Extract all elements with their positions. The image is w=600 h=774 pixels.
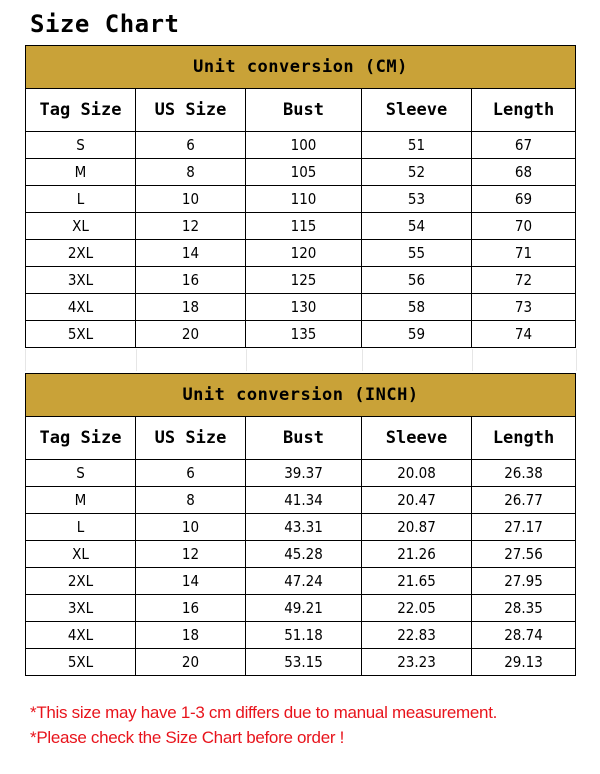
- table-row: [26, 460, 576, 487]
- table-row: [26, 595, 576, 622]
- size-table-cm: [25, 45, 576, 348]
- table-cell: 52: [362, 159, 472, 186]
- table-cell: 3XL: [26, 595, 136, 622]
- table-cell: 74: [472, 321, 576, 348]
- column-header-bust: Bust: [246, 417, 362, 460]
- table-cell: 54: [362, 213, 472, 240]
- table-cell: L: [26, 186, 136, 213]
- table-cell: 53: [362, 186, 472, 213]
- column-header-tag-size: Tag Size: [26, 89, 136, 132]
- table-row: [26, 132, 576, 159]
- table-row: [26, 622, 576, 649]
- table-cell: 100: [246, 132, 362, 159]
- table-cell: 51.18: [246, 622, 362, 649]
- note-measurement: *This size may have 1-3 cm differs due to manual measurement.: [30, 703, 498, 722]
- table-cell: 130: [246, 294, 362, 321]
- table-cell: 39.37: [246, 460, 362, 487]
- table-cell: XL: [26, 541, 136, 568]
- column-header-us-size: US Size: [136, 417, 246, 460]
- table-cell: 47.24: [246, 568, 362, 595]
- table-cell: 55: [362, 240, 472, 267]
- table-cell: 27.56: [472, 541, 576, 568]
- table-cell: 4XL: [26, 622, 136, 649]
- table-row: [26, 267, 576, 294]
- table-cell: 12: [136, 213, 246, 240]
- table-cell: 16: [136, 267, 246, 294]
- table-cell: 8: [136, 487, 246, 514]
- table-cell: 120: [246, 240, 362, 267]
- column-header-sleeve: Sleeve: [362, 89, 472, 132]
- table-row: [26, 213, 576, 240]
- table-cell: 10: [136, 514, 246, 541]
- table-cell: 20.08: [362, 460, 472, 487]
- table-cell: 110: [246, 186, 362, 213]
- table-row: [26, 541, 576, 568]
- table-cell: 18: [136, 622, 246, 649]
- table-cell: 29.13: [472, 649, 576, 676]
- table-cell: 27.17: [472, 514, 576, 541]
- table-cell: 26.38: [472, 460, 576, 487]
- table-cell: 43.31: [246, 514, 362, 541]
- table-cell: 27.95: [472, 568, 576, 595]
- table-cell: 14: [136, 240, 246, 267]
- table-cell: 6: [136, 460, 246, 487]
- column-header-length: Length: [472, 89, 576, 132]
- column-header-sleeve: Sleeve: [362, 417, 472, 460]
- table-cell: 5XL: [26, 321, 136, 348]
- table-row: [26, 159, 576, 186]
- note-check-chart: *Please check the Size Chart before order !: [30, 728, 345, 747]
- header-row: [26, 417, 576, 460]
- table-heading: Unit conversion (INCH): [26, 374, 576, 417]
- table-cell: 69: [472, 186, 576, 213]
- header-row: [26, 89, 576, 132]
- table-cell: S: [26, 132, 136, 159]
- notes: [30, 700, 497, 750]
- table-cell: 67: [472, 132, 576, 159]
- table-cell: 28.74: [472, 622, 576, 649]
- table-cell: 53.15: [246, 649, 362, 676]
- table-cell: 10: [136, 186, 246, 213]
- column-header-length: Length: [472, 417, 576, 460]
- table-cell: S: [26, 460, 136, 487]
- table-cell: M: [26, 487, 136, 514]
- table-cell: 135: [246, 321, 362, 348]
- table-row: [26, 186, 576, 213]
- table-cell: M: [26, 159, 136, 186]
- table-cell: 21.65: [362, 568, 472, 595]
- table-gap: [25, 349, 577, 371]
- table-cell: 12: [136, 541, 246, 568]
- table-cell: 41.34: [246, 487, 362, 514]
- table-cell: 2XL: [26, 240, 136, 267]
- table-row: [26, 321, 576, 348]
- table-cell: L: [26, 514, 136, 541]
- table-cell: 3XL: [26, 267, 136, 294]
- table-cell: 26.77: [472, 487, 576, 514]
- table-row: [26, 568, 576, 595]
- column-header-bust: Bust: [246, 89, 362, 132]
- table-row: [26, 649, 576, 676]
- table-cell: 18: [136, 294, 246, 321]
- table-heading: Unit conversion (CM): [26, 46, 576, 89]
- table-row: [26, 294, 576, 321]
- table-cell: 5XL: [26, 649, 136, 676]
- table-cell: 71: [472, 240, 576, 267]
- page-title: Size Chart: [30, 10, 180, 38]
- table-cell: 21.26: [362, 541, 472, 568]
- table-cell: 49.21: [246, 595, 362, 622]
- table-cell: 20.87: [362, 514, 472, 541]
- table-cell: 22.05: [362, 595, 472, 622]
- table-cell: 115: [246, 213, 362, 240]
- table-cell: 58: [362, 294, 472, 321]
- table-cell: 73: [472, 294, 576, 321]
- table-cell: 28.35: [472, 595, 576, 622]
- table-cell: 56: [362, 267, 472, 294]
- table-cell: 22.83: [362, 622, 472, 649]
- table-cell: 4XL: [26, 294, 136, 321]
- table-cell: 14: [136, 568, 246, 595]
- table-cell: 68: [472, 159, 576, 186]
- table-cell: 23.23: [362, 649, 472, 676]
- table-cell: 125: [246, 267, 362, 294]
- column-header-tag-size: Tag Size: [26, 417, 136, 460]
- column-header-us-size: US Size: [136, 89, 246, 132]
- table-cell: 45.28: [246, 541, 362, 568]
- table-cell: 51: [362, 132, 472, 159]
- size-table-inch: [25, 373, 576, 676]
- table-cell: 72: [472, 267, 576, 294]
- table-cell: 16: [136, 595, 246, 622]
- table-cell: 20.47: [362, 487, 472, 514]
- table-cell: 20: [136, 649, 246, 676]
- table-cell: 70: [472, 213, 576, 240]
- table-cell: 105: [246, 159, 362, 186]
- table-row: [26, 487, 576, 514]
- table-cell: 6: [136, 132, 246, 159]
- table-cell: 20: [136, 321, 246, 348]
- table-cell: 59: [362, 321, 472, 348]
- table-cell: XL: [26, 213, 136, 240]
- table-cell: 8: [136, 159, 246, 186]
- table-row: [26, 240, 576, 267]
- table-cell: 2XL: [26, 568, 136, 595]
- table-row: [26, 514, 576, 541]
